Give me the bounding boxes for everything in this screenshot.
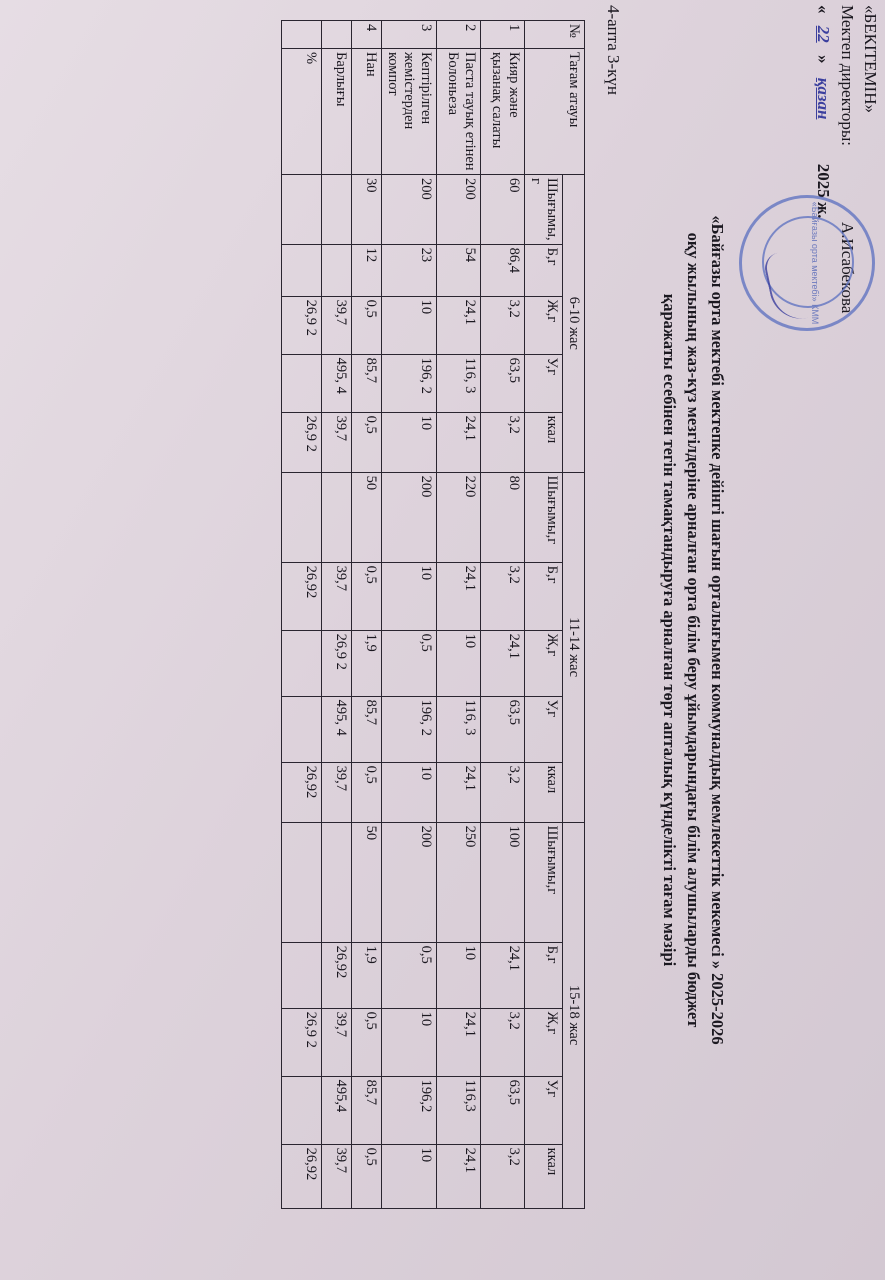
table-cell: 0,5: [351, 296, 381, 354]
table-cell: 220: [436, 472, 480, 562]
sub-header: Шығымы,г: [524, 472, 562, 562]
table-cell: 10: [381, 762, 436, 822]
sub-header: ккал: [524, 412, 562, 472]
table-cell: [321, 822, 351, 942]
table-cell: 10: [381, 296, 436, 354]
table-cell: 3,2: [480, 412, 524, 472]
table-cell: 0,5: [351, 412, 381, 472]
sub-header: Ж,г: [524, 630, 562, 696]
table-cell: 26,9 2: [321, 630, 351, 696]
table-cell: [281, 630, 321, 696]
sub-header: Б,г: [524, 942, 562, 1008]
table-cell: 24,1: [436, 762, 480, 822]
table-cell: 10: [381, 562, 436, 630]
sub-header: Ж,г: [524, 296, 562, 354]
group-6-10: 6-10 жас: [563, 175, 585, 473]
table-cell: 39,7: [321, 562, 351, 630]
table-cell: 39,7: [321, 1008, 351, 1076]
sub-header: Шығымы, г: [524, 175, 562, 245]
table-cell: 495,4: [321, 1076, 351, 1144]
table-cell: [321, 244, 351, 296]
table-cell: [281, 354, 321, 412]
table-cell: 24,1: [436, 562, 480, 630]
table-cell: 3,2: [480, 296, 524, 354]
table-cell: [281, 696, 321, 762]
table-cell: 0,5: [381, 942, 436, 1008]
table-cell: 85,7: [351, 1076, 381, 1144]
row-number: 4: [351, 21, 381, 49]
table-cell: 26,9 2: [281, 412, 321, 472]
sub-header: У,г: [524, 696, 562, 762]
table-row: [381, 21, 436, 1209]
table-row: [480, 21, 524, 1209]
dish-name: Кептірілген жемістерден компот: [381, 49, 436, 175]
row-number: 3: [381, 21, 436, 49]
table-cell: 85,7: [351, 354, 381, 412]
title-line-3: қаражаты есебінен тегін тамақтандыруға арналған төрт апталық күнделікті тағам мәзірі: [660, 293, 679, 967]
table-cell: 26,92: [321, 942, 351, 1008]
table-cell: 116, 3: [436, 696, 480, 762]
table-cell: 0,5: [351, 1144, 381, 1208]
sub-header: ккал: [524, 1144, 562, 1208]
table-cell: 39,7: [321, 296, 351, 354]
date-mid: »: [814, 55, 833, 64]
table-cell: 250: [436, 822, 480, 942]
table-cell: 26,9 2: [281, 296, 321, 354]
table-cell: 200: [381, 175, 436, 245]
row-number: [321, 21, 351, 49]
table-cell: 63,5: [480, 696, 524, 762]
approval-date: [813, 5, 833, 219]
table-cell: 196,2: [381, 1076, 436, 1144]
table-cell: 10: [381, 412, 436, 472]
menu-table: [281, 20, 585, 1209]
table-cell: 10: [436, 630, 480, 696]
table-cell: 26,92: [281, 1144, 321, 1208]
header-dish-name: Тағам атауы: [524, 49, 584, 175]
table-cell: 1,9: [351, 630, 381, 696]
sub-header: Б,г: [524, 562, 562, 630]
table-cell: 3,2: [480, 562, 524, 630]
table-sub-header-row: [524, 21, 562, 1209]
dish-name: Барлығы: [321, 49, 351, 175]
table-cell: 12: [351, 244, 381, 296]
table-cell: [281, 244, 321, 296]
table-cell: 3,2: [480, 1144, 524, 1208]
official-stamp: [739, 195, 875, 331]
date-day: 22: [814, 25, 833, 43]
table-cell: 200: [381, 472, 436, 562]
table-cell: 30: [351, 175, 381, 245]
director-label: Мектеп директоры:: [838, 5, 857, 146]
table-row: [321, 21, 351, 1209]
table-row: [351, 21, 381, 1209]
row-number: 2: [436, 21, 480, 49]
table-cell: 50: [351, 822, 381, 942]
table-cell: 39,7: [321, 1144, 351, 1208]
table-cell: 3,2: [480, 762, 524, 822]
table-cell: 200: [381, 822, 436, 942]
header-no: №: [524, 21, 584, 49]
table-cell: 26,92: [281, 762, 321, 822]
table-cell: 100: [480, 822, 524, 942]
table-cell: 86,4: [480, 244, 524, 296]
table-cell: 10: [381, 1144, 436, 1208]
table-cell: 116, 3: [436, 354, 480, 412]
sub-header: ккал: [524, 762, 562, 822]
table-cell: [281, 942, 321, 1008]
table-cell: 39,7: [321, 762, 351, 822]
table-cell: 495, 4: [321, 696, 351, 762]
table-cell: 39,7: [321, 412, 351, 472]
table-cell: 3,2: [480, 1008, 524, 1076]
sub-header: Шығымы,г: [524, 822, 562, 942]
dish-name: %: [281, 49, 321, 175]
table-cell: 85,7: [351, 696, 381, 762]
table-cell: 60: [480, 175, 524, 245]
table-cell: 200: [436, 175, 480, 245]
sub-header: У,г: [524, 1076, 562, 1144]
table-cell: 0,5: [351, 562, 381, 630]
approval-line: «БЕКІТЕМІН»: [861, 5, 880, 113]
table-cell: 63,5: [480, 354, 524, 412]
table-cell: [281, 175, 321, 245]
table-cell: 196, 2: [381, 696, 436, 762]
table-body: [281, 21, 524, 1209]
dish-name: Кияр және қызанақ салаты: [480, 49, 524, 175]
table-cell: 1,9: [351, 942, 381, 1008]
row-number: [281, 21, 321, 49]
table-cell: 54: [436, 244, 480, 296]
table-cell: 495, 4: [321, 354, 351, 412]
table-cell: 116,3: [436, 1076, 480, 1144]
table-cell: [321, 175, 351, 245]
table-cell: 0,5: [351, 1008, 381, 1076]
table-cell: 63,5: [480, 1076, 524, 1144]
stamp-text: «Байғазы орта мектебі» КММ: [810, 201, 820, 325]
table-cell: 24,1: [436, 412, 480, 472]
title-line-1: «Байғазы орта мектебі мектепке дейінгі шағын орталығымен коммуналдық мемлекеттік мекемесі » 2025-2026: [708, 215, 727, 1045]
table-cell: 24,1: [480, 630, 524, 696]
table-cell: 24,1: [436, 1144, 480, 1208]
dish-name: Нан: [351, 49, 381, 175]
week-day-label: 4-апта 3-күн: [604, 5, 623, 96]
table-cell: 50: [351, 472, 381, 562]
row-number: 1: [480, 21, 524, 49]
table-row: [436, 21, 480, 1209]
table-cell: 26,9 2: [281, 1008, 321, 1076]
table-cell: 80: [480, 472, 524, 562]
table-cell: [281, 472, 321, 562]
table-cell: 24,1: [436, 1008, 480, 1076]
group-15-18: 15-18 жас: [563, 822, 585, 1208]
sub-header: У,г: [524, 354, 562, 412]
table-cell: [281, 822, 321, 942]
title-line-2: оқу жылының жаз-күз мезгілдеріне арналған орта білім беру ұйымдарындағы білім алушыларды бюджет: [684, 232, 703, 1028]
table-cell: 24,1: [480, 942, 524, 1008]
date-year: 2025 ж.: [814, 163, 833, 219]
sub-header: Ж,г: [524, 1008, 562, 1076]
table-cell: 10: [381, 1008, 436, 1076]
table-cell: 0,5: [381, 630, 436, 696]
table-cell: 10: [436, 942, 480, 1008]
date-open: «: [814, 5, 833, 14]
table-cell: [281, 1076, 321, 1144]
table-cell: [321, 472, 351, 562]
table-group-header-row: [563, 21, 585, 1209]
table-cell: 0,5: [351, 762, 381, 822]
director-name: А.Исабекова: [838, 222, 857, 314]
dish-name: Паста тауық етінен Болоньеза: [436, 49, 480, 175]
date-month: қазан: [814, 77, 833, 120]
table-cell: 196, 2: [381, 354, 436, 412]
group-11-14: 11-14 жас: [563, 472, 585, 822]
table-row: [281, 21, 321, 1209]
table-cell: 23: [381, 244, 436, 296]
table-cell: 24,1: [436, 296, 480, 354]
sub-header: Б,г: [524, 244, 562, 296]
table-cell: 26,92: [281, 562, 321, 630]
